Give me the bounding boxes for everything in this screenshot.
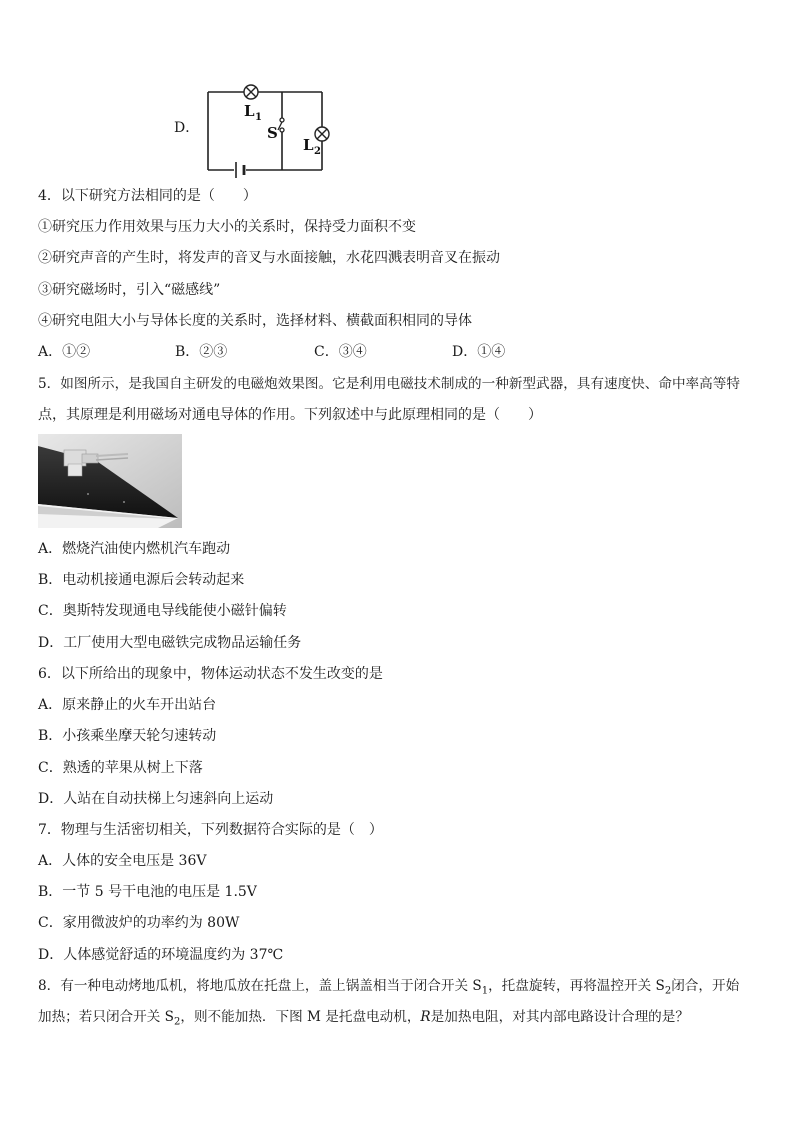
q4-item-4: ④研究电阻大小与导体长度的关系时，选择材料、横截面积相同的导体 xyxy=(38,313,472,329)
l2-sub: 2 xyxy=(314,146,321,157)
q6-option-c: C．熟透的苹果从树上下落 xyxy=(38,760,203,776)
railgun-image xyxy=(38,434,182,528)
q5-stem-line1: 5．如图所示，是我国自主研发的电磁炮效果图。它是利用电磁技术制成的一种新型武器，具有速度快、命中率高等特 xyxy=(38,376,740,392)
q5-option-d: D．工厂使用大型电磁铁完成物品运输任务 xyxy=(38,635,302,651)
lamp-l1-icon xyxy=(244,85,258,99)
q4-item-2: ②研究声音的产生时，将发声的音叉与水面接触，水花四溅表明音叉在振动 xyxy=(38,250,500,266)
q4-item-1: ①研究压力作用效果与压力大小的关系时，保持受力面积不变 xyxy=(38,219,416,235)
q6-option-a: A．原来静止的火车开出站台 xyxy=(38,697,217,713)
q4-option-a: A．①② xyxy=(38,344,91,360)
q4-stem: 4．以下研究方法相同的是（ ） xyxy=(38,188,257,204)
q6-stem: 6．以下所给出的现象中，物体运动状态不发生改变的是 xyxy=(38,666,383,682)
lamp-l2-icon xyxy=(315,127,329,141)
l2-label: L xyxy=(303,136,314,154)
s-label: S xyxy=(267,124,278,142)
q7-option-b: B．一节 5 号干电池的电压是 1.5V xyxy=(38,884,257,900)
q6-option-d: D．人站在自动扶梯上匀速斜向上运动 xyxy=(38,791,274,807)
q6-option-b: B．小孩乘坐摩天轮匀速转动 xyxy=(38,728,217,744)
l1-sub: 1 xyxy=(255,112,262,123)
q4-option-b: B．②③ xyxy=(175,344,228,360)
q7-option-c: C．家用微波炉的功率约为 80W xyxy=(38,915,240,931)
q4-option-c: C．③④ xyxy=(314,344,367,360)
q7-option-d: D．人体感觉舒适的环境温度约为 37℃ xyxy=(38,947,284,963)
circuit-diagram-d xyxy=(160,78,340,178)
q7-option-a: A．人体的安全电压是 36V xyxy=(38,853,207,869)
switch-s-icon xyxy=(278,118,284,132)
q4-item-3: ③研究磁场时，引入“磁感线” xyxy=(38,282,221,298)
q8-line2: 加热；若只闭合开关 $S_2$，则不能加热．下图 M 是托盘电动机，R是加热电阻，对其内部电路设计合理的是？ xyxy=(38,1009,689,1028)
l1-label: L xyxy=(244,102,255,120)
q5-stem-line2: 点，其原理是利用磁场对通电导体的作用。下列叙述中与此原理相同的是（ ） xyxy=(38,407,542,423)
q8-line1: 8．有一种电动烤地瓜机，将地瓜放在托盘上，盖上锅盖相当于闭合开关 $S_1$，托盘旋转，再将温控开关 $S_2$闭合，开始 xyxy=(38,978,740,997)
battery-icon xyxy=(236,162,244,178)
q7-stem: 7．物理与生活密切相关，下列数据符合实际的是（ ） xyxy=(38,822,383,838)
q5-option-c: C．奥斯特发现通电导线能使小磁针偏转 xyxy=(38,603,287,619)
q5-option-a: A．燃烧汽油使内燃机汽车跑动 xyxy=(38,541,231,557)
q5-option-b: B．电动机接通电源后会转动起来 xyxy=(38,572,245,588)
option-d-label: D． xyxy=(174,120,200,136)
q4-option-d: D．①④ xyxy=(452,344,506,360)
